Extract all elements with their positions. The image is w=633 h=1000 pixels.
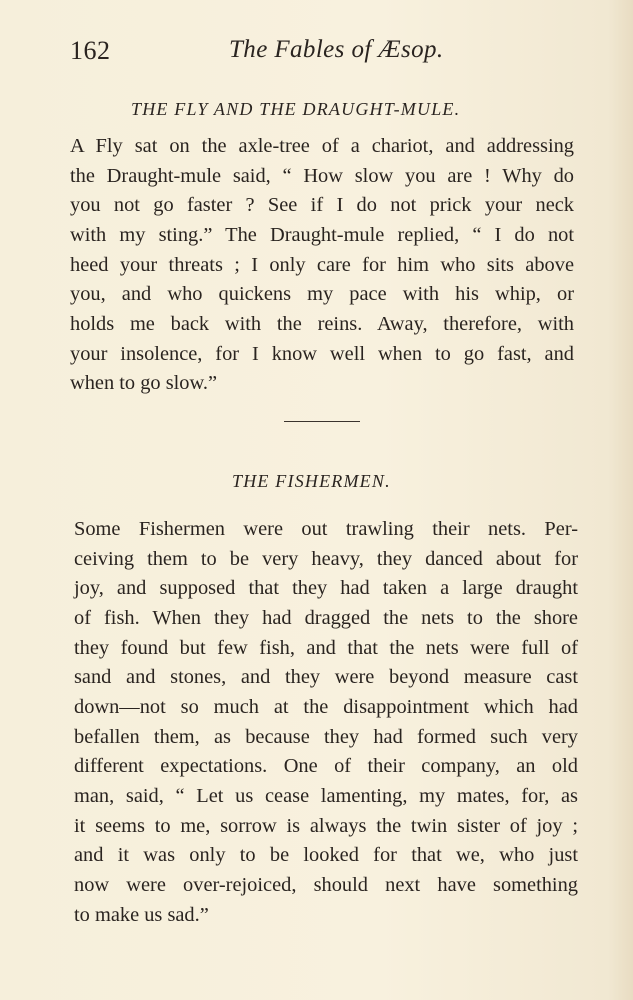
text-line: of fish. When they had dragged the nets to the shore bbox=[74, 606, 578, 629]
text-line: Some Fishermen were out trawling their nets. Per- bbox=[74, 518, 578, 540]
fable-text-fishermen bbox=[74, 515, 578, 930]
fable-text-fly bbox=[70, 132, 574, 399]
section-divider bbox=[284, 421, 360, 422]
text-line: holds me back with the reins. Away, therefore, with bbox=[70, 312, 574, 335]
text-line: A Fly sat on the axle-tree of a chariot, and addressing bbox=[70, 135, 574, 157]
text-line: heed your threats ; I only care for him who sits above bbox=[70, 253, 574, 276]
text-line: they found but few fish, and that the nets were full of bbox=[74, 636, 578, 659]
text-line: down—not so much at the disappointment which had bbox=[74, 695, 578, 718]
running-title: The Fables of Æsop. bbox=[229, 36, 444, 63]
text-line: with my sting.” The Draught-mule replied, “ I do not bbox=[70, 223, 574, 246]
text-line: different expectations. One of their company, an old bbox=[74, 755, 578, 778]
fable-title-fly: THE FLY AND THE DRAUGHT-MULE. bbox=[131, 99, 461, 119]
text-line: the Draught-mule said, “ How slow you are ! Why do bbox=[70, 164, 574, 187]
text-line: man, said, “ Let us cease lamenting, my mates, for, as bbox=[74, 784, 578, 807]
text-line: joy, and supposed that they had taken a large draught bbox=[74, 577, 578, 600]
text-line: when to go slow.” bbox=[70, 372, 218, 395]
fable-title-fishermen: THE FISHERMEN. bbox=[232, 471, 391, 491]
text-line: you not go faster ? See if I do not prick your neck bbox=[70, 194, 574, 217]
text-line: and it was only to be looked for that we, who just bbox=[74, 844, 578, 867]
text-line: you, and who quickens my pace with his whip, or bbox=[70, 283, 574, 306]
text-line: sand and stones, and they were beyond measure cast bbox=[74, 666, 578, 689]
page-number: 162 bbox=[70, 36, 111, 65]
text-line: it seems to me, sorrow is always the twin sister of joy ; bbox=[74, 814, 578, 837]
text-line: now were over-rejoiced, should next have something bbox=[74, 873, 578, 896]
text-line: your insolence, for I know well when to go fast, and bbox=[70, 342, 574, 365]
text-line: to make us sad.” bbox=[74, 903, 209, 926]
text-line: befallen them, as because they had formed such very bbox=[74, 725, 578, 748]
text-line: ceiving them to be very heavy, they danced about for bbox=[74, 547, 578, 570]
